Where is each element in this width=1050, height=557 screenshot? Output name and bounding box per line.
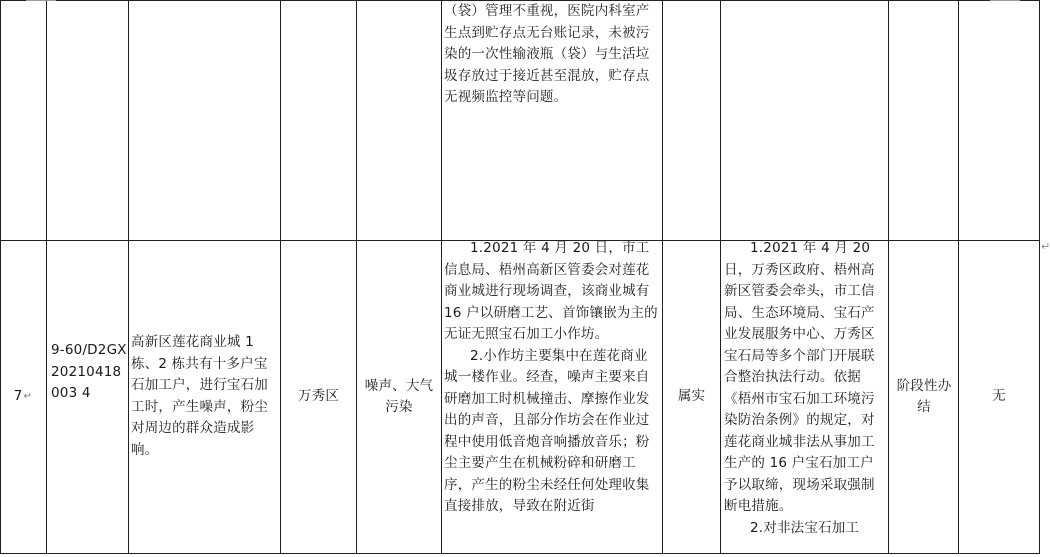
paragraph-mark: ↵: [23, 391, 33, 403]
complaint-text: 高新区莲花商业城 1 栋、2 栋共有十多户宝石加工户，进行宝石加工时，产生噪声，粉尘对周边的群众造成影响。: [131, 334, 268, 458]
row-index-cell: [0, 241, 46, 553]
pollution-type: 噪声、大气污染: [364, 377, 434, 415]
accountability-cell: [959, 241, 1039, 553]
status-cell: [892, 241, 956, 553]
investigation-paragraph-1: 1.2021 年 4 月 20 日，市工信息局、梧州高新区管委会对莲花商业城进行现场调查，该商业城有 16 户以研磨工艺、首饰镶嵌为主的无证无照宝石加工小作坊。: [444, 240, 658, 342]
col-line-10: [1039, 0, 1040, 554]
col-line-8: [888, 0, 889, 554]
verdict: 属实: [677, 388, 706, 405]
col-line-2: [128, 0, 129, 554]
row-index: 7: [13, 388, 23, 405]
rectification-paragraph-2: 2.对非法宝石加工: [750, 519, 860, 536]
district: 万秀区: [297, 388, 340, 405]
investigation-cell: [444, 238, 660, 553]
top-margin-mark: [990, 0, 1020, 1]
col-line-7: [720, 0, 721, 554]
verdict-cell: [663, 241, 720, 553]
rectification-paragraph-1: 1.2021 年 4 月 20 日，万秀区政府、梧州高新区管委会牵头，市工信局、生态环境局、宝石产业发展服务中心、万秀区宝石局等多个部门开展联合整治执法行动。依据《梧州市宝石加工环境污染防治条例》的规定，对莲花商业城非法从事加工生产的 16 户宝石加工户予以取缔，现场采取强制断电措施。: [724, 240, 875, 514]
case-id-cell: [51, 340, 127, 405]
prev-row-measures-text: （袋）管理不重视，医院内科室产生点到贮存点无台账记录，未被污染的一次性输液瓶（袋）与生活垃圾存放过于接近甚至混放，贮存点无视频监控等问题。: [444, 3, 650, 105]
complaint-cell: [131, 332, 278, 461]
top-margin-mark: [26, 0, 56, 1]
col-line-4: [356, 0, 357, 554]
status: 阶段性办结: [896, 377, 952, 415]
prev-row-measures-cell: [444, 1, 660, 237]
rectification-cell: [724, 238, 886, 553]
investigation-paragraph-2: 2.小作坊主要集中在莲花商业城一楼作业。经查，噪声主要来自研磨加工时机械撞击、摩擦作业发出的声音，且部分作坊会在作业过程中使用低音炮音响播放音乐；粉尘主要产生在机械粉碎和研磨工序，产生的粉尘未经任何处理收集直接排放，导致在附近街: [444, 347, 650, 514]
col-line-1: [46, 0, 47, 554]
table-bottom-border: [0, 553, 1040, 554]
pollution-type-cell: [360, 241, 438, 553]
district-cell: [281, 241, 356, 553]
row-end-mark: ↵: [1041, 240, 1050, 253]
accountability: 无: [992, 388, 1006, 405]
case-id: 9-60/D2GX20210418003 4: [51, 342, 127, 401]
col-line-5: [441, 0, 442, 554]
